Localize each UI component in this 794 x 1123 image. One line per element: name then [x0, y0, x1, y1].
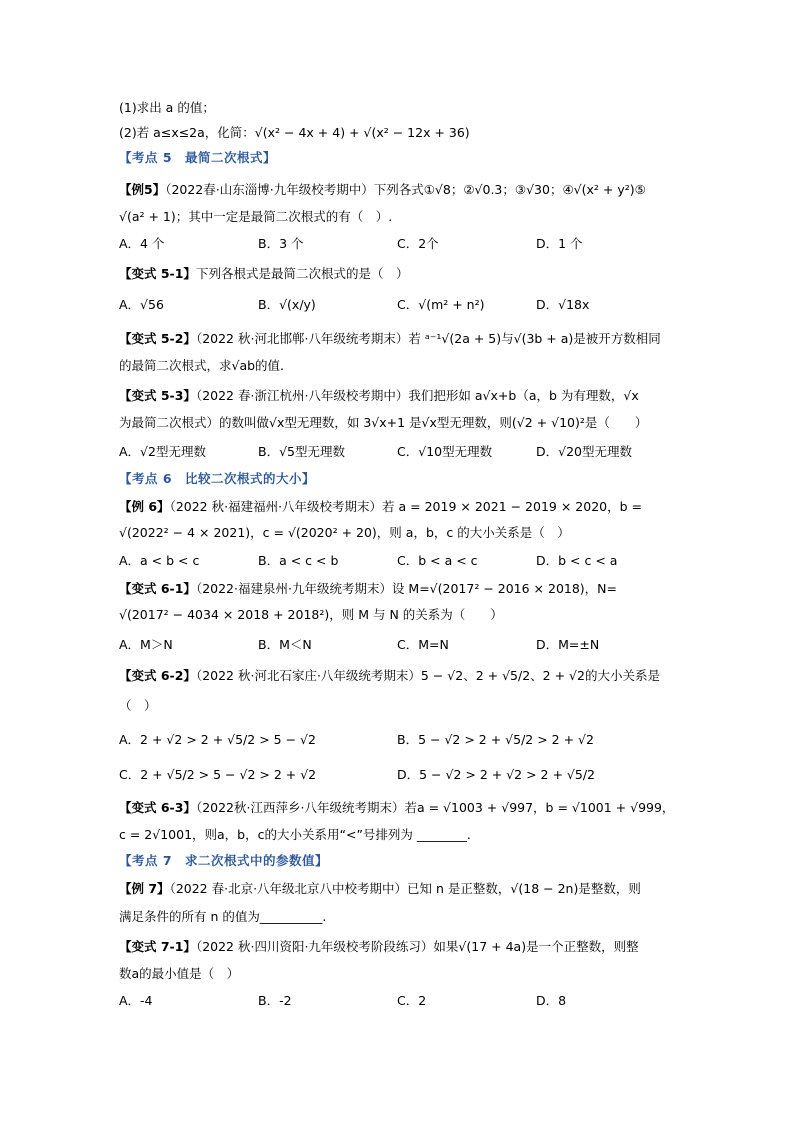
variant-5-2-line-1: [119, 331, 661, 347]
option-d: D．b < c < a: [536, 553, 618, 568]
variant-6-1-tag: 【变式 6-1】: [119, 581, 196, 596]
option-b: B．3 个: [258, 236, 304, 251]
variant-6-1-text: （2022·福建泉州·九年级统考期末）设 M=√(2017² − 2016 × 2018)，N=: [195, 581, 618, 596]
variant-7-1-tag: 【变式 7-1】: [119, 939, 196, 954]
option-a: A．-4: [119, 993, 153, 1008]
option-b: B．5 − √2 > 2 + √5/2 > 2 + √2: [397, 732, 594, 747]
option-d: D．√18x: [536, 297, 590, 312]
variant-5-1: [119, 266, 408, 282]
example-7-line-1: [119, 881, 641, 897]
example-6-text: （2022 秋·福建福州·八年级校考期末）若 a = 2019 × 2021 − 2019 × 2020，b =: [169, 499, 642, 514]
example-5-tag: 【例5】: [119, 182, 166, 197]
variant-5-3-line-2: 为最简二次根式）的数叫做√x型无理数，如 3√x+1 是√x型无理数，则(√2 + √10)²是（ ）: [119, 415, 648, 430]
option-b: B．a < c < b: [258, 553, 339, 568]
section-heading-kp6: 【考点 6 比较二次根式的大小】: [119, 471, 316, 486]
example-7-line-2: 满足条件的所有 n 的值为__________.: [119, 909, 327, 924]
example-5-text: （2022春·山东淄博·九年级校考期中）下列各式①√8；②√0.3；③√30；④√(x² + y²)⑤: [165, 182, 646, 197]
option-d: D．M=±N: [536, 637, 600, 652]
option-c: C．√(m² + n²): [397, 297, 485, 312]
option-c: C．2 + √5/2 > 5 − √2 > 2 + √2: [119, 767, 317, 782]
option-a: A．4 个: [119, 236, 165, 251]
variant-7-1-line-1: [119, 939, 639, 955]
variant-6-3-text: （2022秋·江西萍乡·八年级统考期末）若a = √1003 + √997，b = √1001 + √999，: [195, 800, 675, 815]
section-heading-kp5: 【考点 5 最简二次根式】: [119, 150, 277, 165]
example-5-line-1: [119, 182, 646, 198]
option-a: A．√56: [119, 297, 164, 312]
variant-7-1-line-2: 数a的最小值是（ ）: [119, 966, 240, 981]
example-7-text: （2022 春·北京·八年级北京八中校考期中）已知 n 是正整数，√(18 − 2n)是整数，则: [169, 881, 641, 896]
example-6-tag: 【例 6】: [119, 499, 170, 514]
variant-6-1-line-1: [119, 581, 617, 597]
variant-6-3-tag: 【变式 6-3】: [119, 800, 196, 815]
variant-5-2-text: （2022 秋·河北邯郸·八年级统考期末）若 ᵃ⁻¹√(2a + 5)与√(3b + a)是被开方数相同: [195, 331, 661, 346]
option-c: C．M=N: [397, 637, 449, 652]
variant-5-3-tag: 【变式 5-3】: [119, 388, 196, 403]
variant-6-2-text: （2022 秋·河北石家庄·八年级统考期末）5 − √2、2 + √5/2、2 + √2的大小关系是: [195, 668, 660, 683]
section-heading-kp7: 【考点 7 求二次根式中的参数值】: [119, 853, 329, 868]
option-d: D．1 个: [536, 236, 583, 251]
example-5-line-2: √(a² + 1)；其中一定是最简二次根式的有（ ）.: [119, 209, 393, 224]
variant-5-1-text: 下列各根式是最简二次根式的是（ ）: [195, 266, 409, 281]
option-a: A．√2型无理数: [119, 444, 206, 459]
example-7-tag: 【例 7】: [119, 881, 170, 896]
option-b: B．√(x/y): [258, 297, 316, 312]
option-b: B．√5型无理数: [258, 444, 345, 459]
variant-6-3-line-1: [119, 800, 674, 816]
option-a: A．M＞N: [119, 637, 173, 652]
option-c: C．2个: [397, 236, 439, 251]
option-d: D．√20型无理数: [536, 444, 632, 459]
variant-6-1-line-2: √(2017² − 4034 × 2018 + 2018²)，则 M 与 N 的关系为（ ）: [119, 607, 503, 622]
option-c: C．√10型无理数: [397, 444, 493, 459]
variant-6-2-line-1: [119, 668, 660, 684]
option-d: D．5 − √2 > 2 + √2 > 2 + √5/2: [397, 767, 596, 782]
example-6-line-2: √(2022² − 4 × 2021)，c = √(2020² + 20)，则 a，b，c 的大小关系是（ ）: [119, 525, 570, 540]
variant-6-3-line-2: c = 2√1001，则a，b，c的大小关系用“<”号排列为 ________.: [119, 827, 471, 842]
variant-5-2-tag: 【变式 5-2】: [119, 331, 196, 346]
option-b: B．-2: [258, 993, 292, 1008]
variant-7-1-text: （2022 秋·四川资阳·九年级校考阶段练习）如果√(17 + 4a)是一个正整数，则整: [195, 939, 639, 954]
option-c: C．b < a < c: [397, 553, 478, 568]
variant-5-3-text: （2022 春·浙江杭州·八年级校考期中）我们把形如 a√x+b（a，b 为有理数，√x: [195, 388, 639, 403]
variant-5-2-line-2: 的最简二次根式，求√ab的值.: [119, 358, 285, 373]
question-part-2: (2)若 a≤x≤2a，化简：√(x² − 4x + 4) + √(x² − 12x + 36): [119, 125, 470, 140]
option-b: B．M＜N: [258, 637, 312, 652]
variant-6-2-line-2: （ ）: [119, 698, 157, 713]
example-6-line-1: [119, 499, 642, 515]
option-a: A．2 + √2 > 2 + √5/2 > 5 − √2: [119, 732, 316, 747]
variant-5-1-tag: 【变式 5-1】: [119, 266, 196, 281]
question-part-1: (1)求出 a 的值；: [119, 100, 215, 115]
option-d: D．8: [536, 993, 567, 1008]
variant-5-3-line-1: [119, 388, 639, 404]
option-c: C．2: [397, 993, 427, 1008]
option-a: A．a < b < c: [119, 553, 200, 568]
variant-6-2-tag: 【变式 6-2】: [119, 668, 196, 683]
